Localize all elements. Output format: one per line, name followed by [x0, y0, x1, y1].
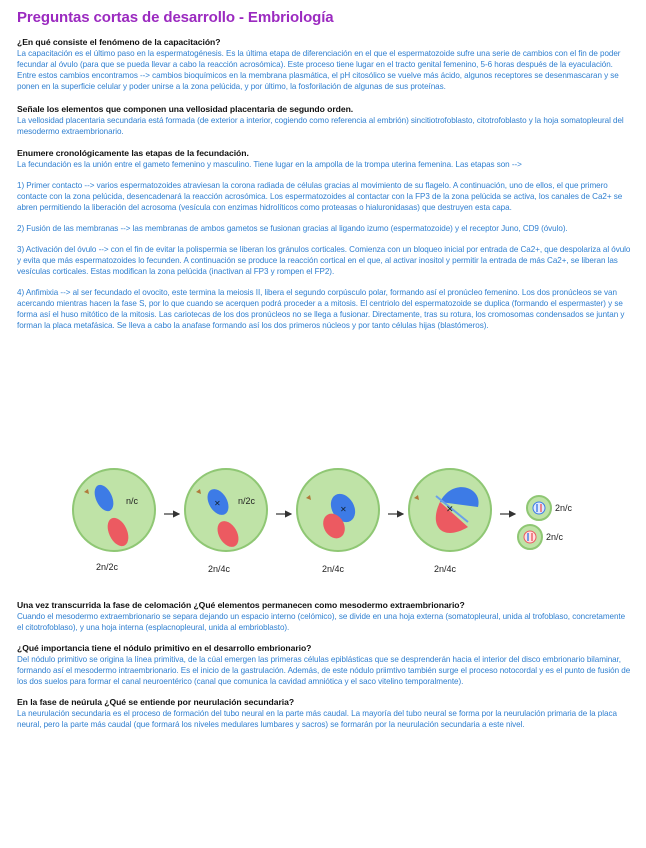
cell-stage-4	[409, 469, 491, 574]
answer-capacitacion: La capacitación es el último paso en la espermatogénesis. Es la última etapa de diferenciación en el que el espermatozoide sufre una serie de cambios con el fin de poder fecundar al óvulo (para que se pueda llevar a cabo la reacción acrosómica). Este proceso tiene lugar en el tracto genital femenino, 5-6 horas después de la eyaculación. Entre estos cambios encontramos --> cambios bioquímicos en la membrana plasmática, el pH citosólico se vuelve más ácido, algunos receptores se desenmascaran y se ponen en la superficie celular y poder unirse a la zona pelúcida, y por último, la fosforilación de algunas de sus proteínas.	[17, 49, 621, 91]
answer-nodulo-primitivo: Del nódulo primitivo se origina la línea primitiva, de la cúal emergen las primeras células epiblásticas que se desprenderán hacia el interior del disco embrionario bilaminar, formando así el mesodermo intraembrionario. Es el inicio de la gastrulación. Además, de este nódulo priimtivo también surge el proceso notocordal y es el punto de fusión de los dos suelos para formar el canal neuroentérico (canal que comunica la cavidad amniótica y el saco vitelino temporalmente).	[17, 655, 631, 686]
question-capacitacion: ¿En qué consiste el fenómeno de la capacitación?	[17, 37, 221, 47]
question-nodulo-primitivo: ¿Qué importancia tiene el nódulo primitivo en el desarrollo embrionario?	[17, 643, 312, 653]
cell-stage-2	[185, 469, 267, 574]
answer-fecundacion-step-2: 2) Fusión de las membranas --> las membranas de ambos gametos se fusionan gracias al ligando izumo (espermatozoide) y el receptor Juno, CD9 (óvulo).	[17, 224, 568, 233]
svg-text:✕: ✕	[340, 505, 347, 514]
question-vellosidad: Señale los elementos que componen una vellosidad placentaria de segundo orden.	[17, 104, 354, 114]
question-celomacion: Una vez transcurrida la fase de celomación ¿Qué elementos permanecen como mesodermo extraembrionario?	[17, 600, 465, 610]
answer-neurulacion: La neurulación secundaria es el proceso de formación del tubo neural en la parte más caudal. La mayoría del tubo neural se forma por la neurulación primaria de la placa neural, pero la parte más caudal (que formará los niveles medulares lumbares y sacros) se formarán por la neurulación secundaria a este nivel.	[17, 709, 617, 729]
answer-fecundacion-step-3: 3) Activación del óvulo --> con el fin de evitar la polispermia se liberan los gránulos corticales. Comienza con un bloqueo inicial por entrada de Ca2+, que despolariza al óvulo y evita que más espermatozoides lo fecunden. A continuación se produce la reacción cortical en el que, al activar inositol y permitir la entrada de más Ca2+, se liberan las vesículas corticales. Estas modifican la zona pelúcida (inactivan al FP3 y rompen el FP2).	[17, 245, 631, 276]
cell-stage-1	[73, 469, 155, 572]
svg-text:✕: ✕	[214, 499, 221, 508]
question-neurulacion: En la fase de neúrula ¿Qué se entiende por neurulación secundaria?	[17, 697, 295, 707]
document	[17, 9, 631, 331]
cell-label: 2n/4c	[208, 564, 231, 574]
cell-stage-3	[297, 469, 379, 574]
question-fecundacion: Enumere cronológicamente las etapas de la fecundación.	[17, 148, 249, 158]
cell-label: 2n/c	[546, 532, 564, 542]
cell-label: 2n/4c	[434, 564, 457, 574]
cell-label: n/2c	[238, 496, 256, 506]
cell-label: 2n/4c	[322, 564, 345, 574]
cell-label: 2n/2c	[96, 562, 119, 572]
daughter-cell-bottom	[518, 525, 564, 549]
svg-text:✕: ✕	[446, 504, 454, 514]
answer-celomacion: Cuando el mesodermo extraembrionario se separa dejando un espacio interno (celómico), se divide en una hoja externa (somatopleural, unida al trofoblaso, concretamente el citotrofoblaso), y una hoja interna (esplacnopleural, unida al embrioblasto).	[17, 612, 626, 632]
daughter-cell-top	[527, 496, 573, 520]
cell-label: 2n/c	[555, 503, 573, 513]
fecundation-diagram	[68, 462, 588, 580]
document-lower	[17, 600, 631, 730]
answer-fecundacion-step-4: 4) Anfimixia --> al ser fecundado el ovocito, este termina la meiosis II, libera el segundo corpúsculo polar, formando así el pronúcleo femenino. Los dos pronúcleos se van acercando mientras hacen la fase S, por lo que cuando se acerquen podrá proceder a a mitosis. El centriolo del espermatozoide se duplica (formando el espermaster) y se forma así el huso mitótico de la mitosis. Las cariotecas de los dos pronúcleos no se llega a fusionar. Directamente, tras su rotura, los cromosomas condensados se juntan y forman la placa metafásica. Se lleva a cabo la anafase formando así los dos primeros núcleos y por tanto células hijas (blastómeros).	[17, 288, 625, 330]
answer-fecundacion-step-1: 1) Primer contacto --> varios espermatozoides atraviesan la corona radiada de células gracias al movimiento de su flagelo. A continuación, uno de ellos, el que primero contacte con la zona pelúcida, desencadenará la reacción acrosómica. Los espermatozoides al contactar con la FP3 de la zona pelúcida se activa, los canales de Ca2+ se abren permitiendo la liberación del acrosoma (vesícula con enzimas hidrolíticos como proteasas o hialuronidasas) que destruyen esta capa.	[17, 181, 623, 212]
cell-label: n/c	[126, 496, 139, 506]
page-title: Preguntas cortas de desarrollo - Embriología	[17, 9, 334, 26]
answer-vellosidad: La vellosidad placentaria secundaria está formada (de exterior a interior, cogiendo como referencia al embrión) sincitiotrofoblasto, citotrofoblasto y la hoja somatopleural del mesodermo extraembrionario.	[17, 116, 624, 136]
answer-fecundacion-intro: La fecundación es la unión entre el gameto femenino y masculino. Tiene lugar en la ampolla de la trompa uterina femenina. Las etapas son -->	[17, 160, 522, 169]
